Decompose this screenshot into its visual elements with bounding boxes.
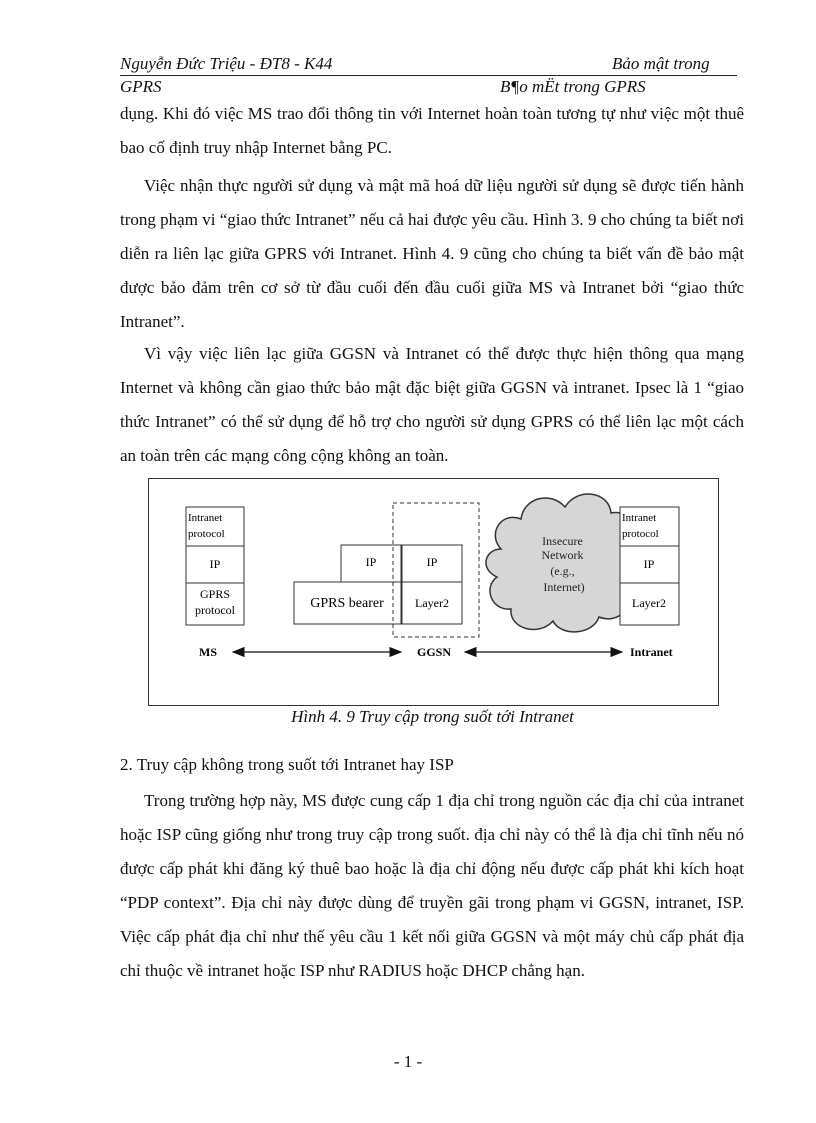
page-number: - 1 -: [393, 1052, 423, 1071]
insecure-network-cloud: [486, 494, 642, 632]
intranet-protocol-label: Intranet protocol: [622, 512, 659, 540]
section-heading: 2. Truy cập không trong suốt tới Intranet hay ISP: [120, 755, 454, 774]
label-intranet: Intranet: [630, 645, 673, 659]
paragraph-2-text: Việc nhận thực người sử dụng và mật mã hoá dữ liệu người sử dụng sẽ được tiến hành trong phạm vi “giao thức Intranet” nếu cả hai được yêu cầu. Hình 3. 9 cho chúng ta biết nơi diễn ra liên lạc giữa GPRS với Intranet. Hình 4. 9 cũng cho chúng ta biết vấn đề bảo mật được bảo đảm trên cơ sở từ đầu cuối đến đầu cuối giữa MS và Intranet bởi “giao thức Intranet”.: [120, 176, 744, 331]
paragraph-3: [120, 337, 744, 473]
ggsn-layer2-label: Layer2: [415, 596, 449, 610]
label-ms: MS: [199, 645, 217, 659]
header-rule: [120, 75, 737, 76]
cloud-label: Insecure Network (e.g., Internet): [541, 534, 585, 594]
label-ggsn: GGSN: [416, 645, 452, 659]
ms-stack: [186, 507, 244, 625]
ggsn-ip-label: IP: [426, 555, 438, 569]
figure-diagram: [149, 479, 718, 705]
ms-ip-label: IP: [209, 557, 221, 571]
bearer-ip-label: IP: [365, 555, 377, 569]
paragraph-1: [120, 97, 744, 165]
paragraph-2: [120, 169, 744, 339]
gprs-bearer-label: GPRS bearer: [310, 596, 384, 611]
paragraph-3-text: Vì vậy việc liên lạc giữa GGSN và Intranet có thể được thực hiện thông qua mạng Internet và không cần giao thức bảo mật đặc biệt giữa GGSN và intranet. Ipsec là 1 “giao thức Intranet” có thể sử dụng để hỗ trợ cho người sử dụng GPRS có thể liên lạc một cách an toàn trên các mạng công cộng không an toàn.: [120, 344, 744, 465]
header-title: Bảo mật trong: [612, 54, 710, 73]
ms-intranet-protocol-label: Intranet protocol: [188, 512, 225, 540]
paragraph-4: [120, 784, 744, 988]
header-author: Nguyễn Đức Triệu - ĐT8 - K44: [120, 54, 333, 73]
intranet-ip-label: IP: [643, 557, 655, 571]
paragraph-4-text: Trong trường hợp này, MS được cung cấp 1 địa chỉ trong nguồn các địa chỉ của intranet hoặc ISP cũng giống như trong truy cập trong suốt. địa chỉ này có thể là địa chỉ tĩnh nếu nó được cấp phát khi đăng ký thuê bao hoặc là địa chỉ động nếu được cấp phát khi kích hoạt “PDP context”. Địa chỉ này được dùng để truyền gãi trong phạm vi GGSN, intranet, ISP. Việc cấp phát địa chỉ như thế yêu cầu 1 kết nối giữa GGSN và một máy chủ cấp phát địa chỉ thuộc về intranet hoặc ISP như RADIUS hoặc DHCP chẳng hạn.: [120, 791, 744, 980]
figure-caption: Hình 4. 9 Truy cập trong suốt tới Intranet: [291, 707, 574, 726]
intranet-layer2-label: Layer2: [632, 596, 666, 610]
header-subtitle-right: B¶o mËt trong GPRS: [500, 77, 646, 96]
intranet-stack: [620, 507, 679, 625]
paragraph-1-text: dụng. Khi đó việc MS trao đổi thông tin với Internet hoàn toàn tương tự như việc một thuê bao cố định truy nhập Internet bằng PC.: [120, 104, 744, 157]
header-subtitle-left: GPRS: [120, 77, 162, 96]
ms-gprs-protocol-label: GPRS protocol: [195, 587, 235, 617]
figure-transparent-access: [148, 478, 719, 706]
